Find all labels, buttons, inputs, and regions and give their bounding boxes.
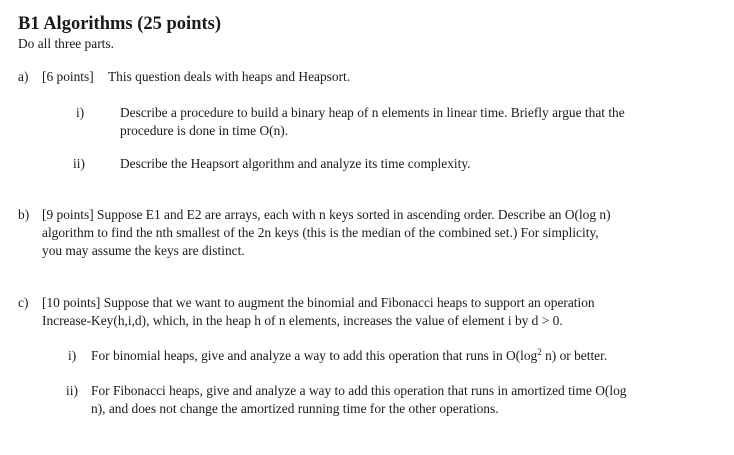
part-b-line-2: algorithm to find the nth smallest of the 2n keys (this is the median of the combined set.) For simplicity,	[42, 225, 599, 240]
part-c-label: c)	[18, 295, 29, 310]
part-b-label: b)	[18, 207, 30, 222]
part-c-item-1-label: i)	[68, 348, 77, 363]
part-a-item-2-line-1: Describe the Heapsort algorithm and analyze its time complexity.	[120, 156, 471, 171]
part-b-line-1: [9 points] Suppose E1 and E2 are arrays, each with n keys sorted in ascending order. Describe an O(log n)	[42, 207, 611, 222]
part-c-item-1-text-after: n) or better.	[541, 348, 608, 363]
part-a-item-1-label: i)	[76, 105, 85, 120]
part-a-text: This question deals with heaps and Heapsort.	[108, 69, 351, 84]
part-c-item-1-text	[91, 347, 607, 365]
part-c-item-2-label: ii)	[66, 383, 78, 398]
instructions: Do all three parts.	[18, 36, 114, 51]
part-c-item-1-text-before: For binomial heaps, give and analyze a way to add this operation that runs in O(log	[91, 348, 538, 363]
part-c-line-1: [10 points] Suppose that we want to augment the binomial and Fibonacci heaps to support an operation	[42, 295, 595, 310]
part-c-line-2: Increase-Key(h,i,d), which, in the heap h of n elements, increases the value of element i by d > 0.	[42, 313, 563, 328]
part-c-item-2-line-1: For Fibonacci heaps, give and analyze a way to add this operation that runs in amortized time O(log	[91, 383, 627, 398]
page-title: B1 Algorithms (25 points)	[18, 14, 222, 34]
exponent-superscript: 2	[537, 347, 542, 357]
part-a-points: [6 points]	[42, 69, 94, 84]
part-a-item-1-line-1: Describe a procedure to build a binary heap of n elements in linear time. Briefly argue that the	[120, 105, 625, 120]
part-a-label: a)	[18, 69, 29, 84]
part-c-item-2-line-2: n), and does not change the amortized running time for the other operations.	[91, 401, 499, 416]
part-a-item-1-line-2: procedure is done in time O(n).	[120, 123, 289, 138]
part-a-item-2-label: ii)	[73, 156, 85, 171]
part-b-line-3: you may assume the keys are distinct.	[42, 243, 245, 258]
